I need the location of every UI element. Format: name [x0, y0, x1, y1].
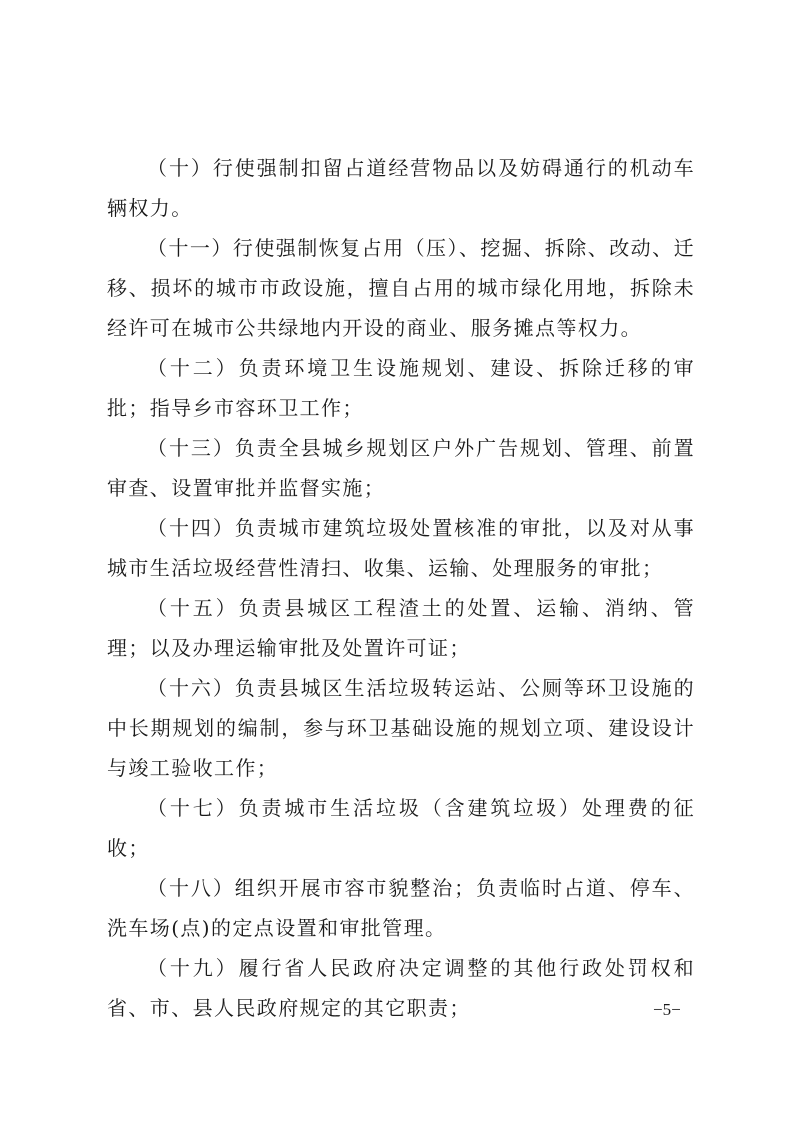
paragraph-item-14: （十四）负责城市建筑垃圾处置核准的审批，以及对从事城市生活垃圾经营性清扫、收集、运输、处理服务的审批；: [107, 516, 695, 580]
paragraph-item-18: （十八）组织开展市容市貌整治；负责临时占道、停车、洗车场(点)的定点设置和审批管理。: [107, 876, 695, 940]
paragraph-item-19: （十九）履行省人民政府决定调整的其他行政处罚权和省、市、县人民政府规定的其它职责；: [107, 956, 695, 1020]
paragraph-item-12: （十二）负责环境卫生设施规划、建设、拆除迁移的审批；指导乡市容环卫工作；: [107, 356, 695, 420]
page-number: −5−: [653, 1000, 681, 1019]
paragraph-item-11: （十一）行使强制恢复占用（压）、挖掘、拆除、改动、迁移、损坏的城市市政设施，擅自占用的城市绿化用地，拆除未经许可在城市公共绿地内开设的商业、服务摊点等权力。: [107, 236, 695, 340]
paragraph-item-16: （十六）负责县城区生活垃圾转运站、公厕等环卫设施的中长期规划的编制，参与环卫基础设施的规划立项、建设设计与竣工验收工作；: [107, 676, 695, 780]
paragraph-item-15: （十五）负责县城区工程渣土的处置、运输、消纳、管理；以及办理运输审批及处置许可证；: [107, 596, 695, 660]
paragraph-item-13: （十三）负责全县城乡规划区户外广告规划、管理、前置审查、设置审批并监督实施；: [107, 436, 695, 500]
document-body: [107, 148, 695, 1028]
paragraph-item-17: （十七）负责城市生活垃圾（含建筑垃圾）处理费的征收；: [107, 796, 695, 860]
paragraph-item-10: （十）行使强制扣留占道经营物品以及妨碍通行的机动车辆权力。: [107, 156, 695, 220]
